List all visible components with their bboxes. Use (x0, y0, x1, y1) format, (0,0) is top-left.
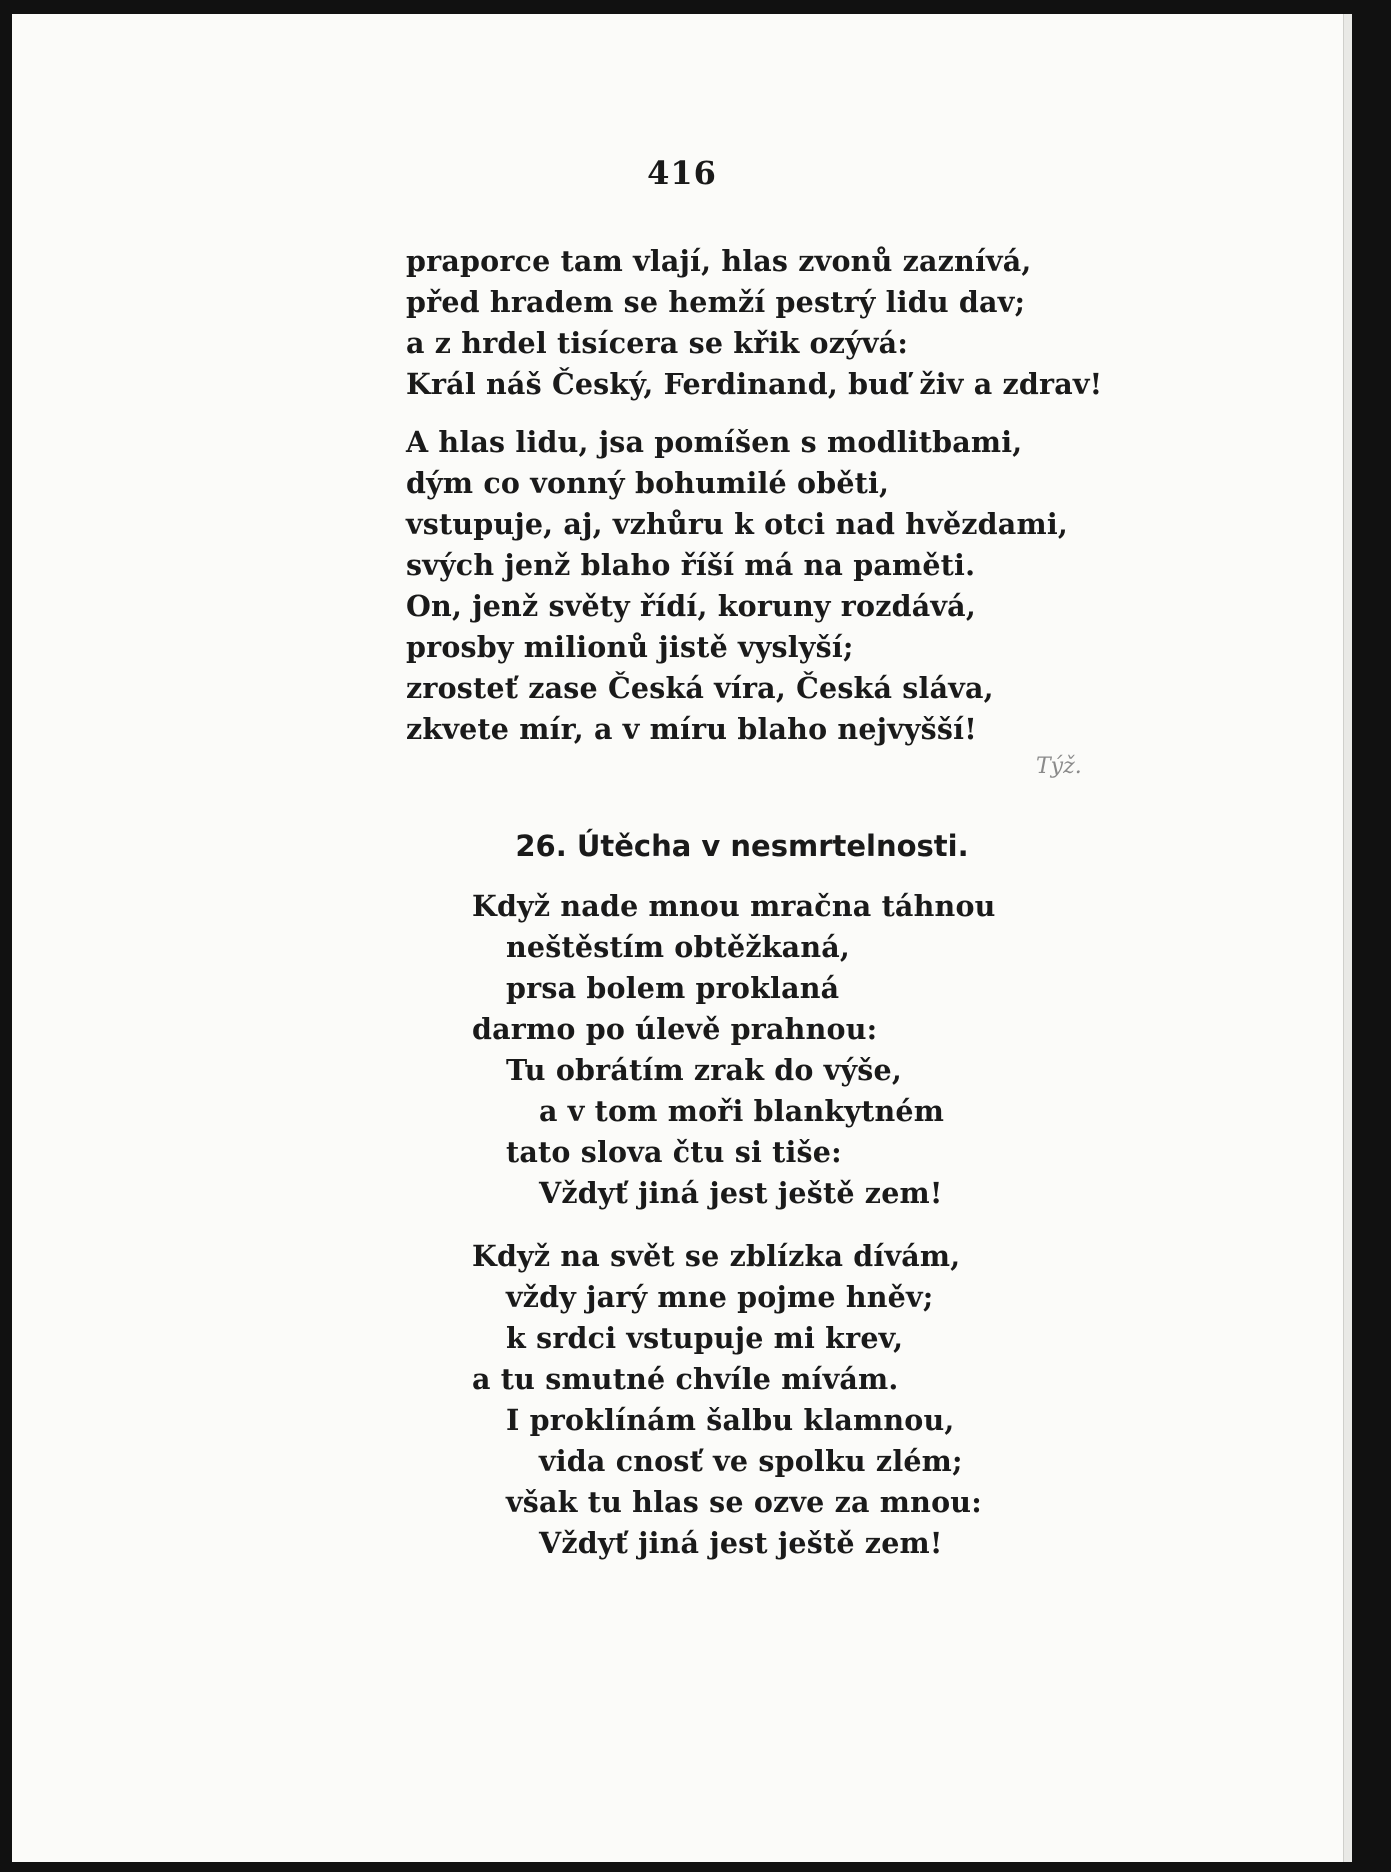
author-signature: Týž. (1036, 754, 1082, 779)
verse-line: vstupuje, aj, vzhůru k otci nad hvězdami, (406, 507, 1068, 541)
verse-line: prsa bolem proklaná (506, 971, 840, 1005)
verse-line: dým co vonný bohumilé oběti, (406, 466, 890, 500)
verse-line: a v tom moři blankytném (539, 1094, 945, 1128)
verse-line: svých jenž blaho říší má na paměti. (406, 548, 976, 582)
poem-1-stanza-1 (406, 241, 1102, 405)
verse-line: A hlas lidu, jsa pomíšen s modlitbami, (406, 425, 1023, 459)
verse-line: Vždyť jiná jest ještě zem! (539, 1526, 943, 1560)
verse-line: neštěstím obtěžkaná, (506, 930, 851, 964)
page-number: 416 (647, 154, 717, 192)
poem-1-stanza-2 (406, 422, 1068, 750)
verse-line: a tu smutné chvíle mívám. (472, 1362, 899, 1396)
poem-heading: 26. Útěcha v nesmrtelnosti. (515, 829, 969, 863)
book-page (12, 14, 1352, 1862)
page-edge (1343, 14, 1352, 1862)
verse-line: však tu hlas se ozve za mnou: (506, 1485, 982, 1519)
verse-line: zrosteť zase Česká víra, Česká sláva, (406, 671, 994, 705)
verse-line: tato slova čtu si tiše: (506, 1135, 842, 1169)
verse-line: a z hrdel tisícera se křik ozývá: (406, 326, 909, 360)
verse-line: I proklínám šalbu klamnou, (506, 1403, 955, 1437)
poem-2-stanza-2 (472, 1236, 982, 1564)
verse-line: Když na svět se zblízka dívám, (472, 1239, 961, 1273)
verse-line: vida cnosť ve spolku zlém; (539, 1444, 963, 1478)
verse-line: k srdci vstupuje mi krev, (506, 1321, 904, 1355)
verse-line: On, jenž světy řídí, koruny rozdává, (406, 589, 976, 623)
verse-line: zkvete mír, a v míru blaho nejvyšší! (406, 712, 977, 746)
verse-line: vždy jarý mne pojme hněv; (506, 1280, 934, 1314)
verse-line: praporce tam vlají, hlas zvonů zaznívá, (406, 244, 1032, 278)
verse-line: Král náš Český, Ferdinand, buď živ a zdrav! (406, 367, 1103, 401)
verse-line: Tu obrátím zrak do výše, (506, 1053, 902, 1087)
verse-line: Vždyť jiná jest ještě zem! (539, 1176, 943, 1210)
verse-line: prosby milionů jistě vyslyší; (406, 630, 854, 664)
verse-line: darmo po úlevě prahnou: (472, 1012, 878, 1046)
verse-line: před hradem se hemží pestrý lidu dav; (406, 285, 1026, 319)
verse-line: Když nade mnou mračna táhnou (472, 889, 996, 923)
poem-2-stanza-1 (472, 886, 996, 1214)
